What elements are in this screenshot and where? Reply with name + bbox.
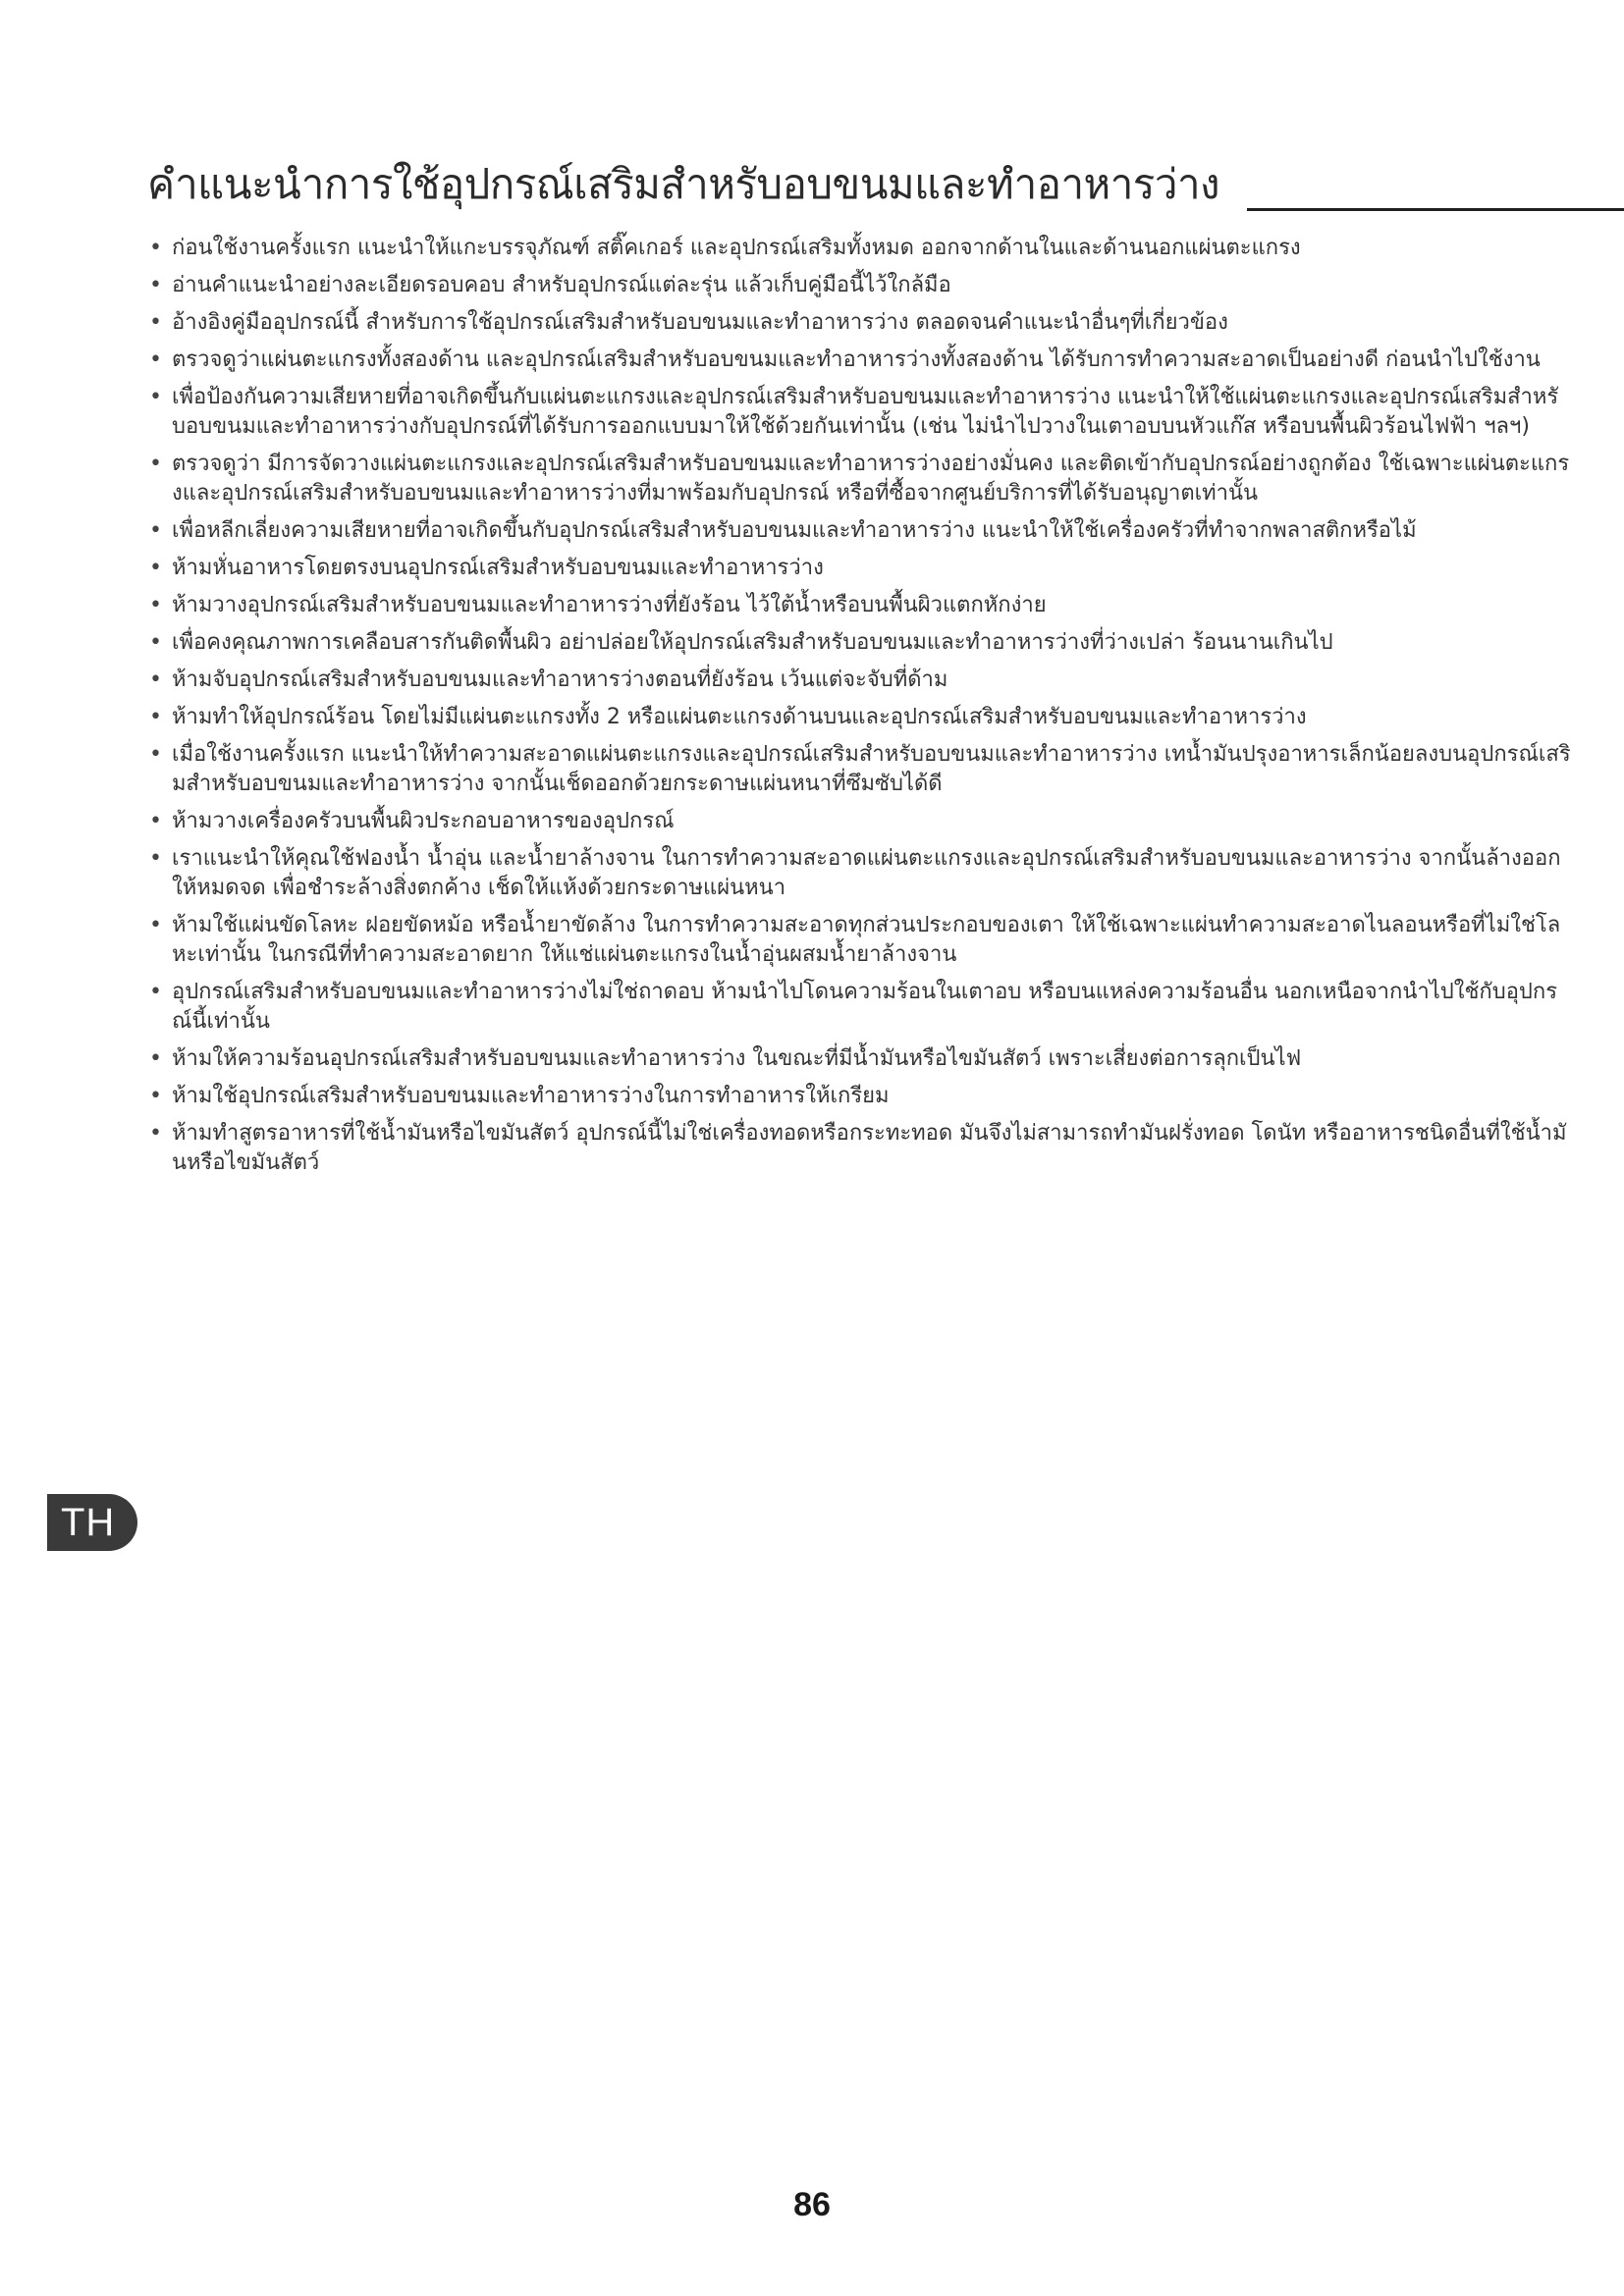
title-block	[147, 155, 1502, 224]
page-number: 86	[793, 2186, 831, 2223]
language-tab	[47, 1494, 137, 1551]
bullet-marker: •	[149, 310, 162, 335]
page-title: คำแนะนำการใช้อุปกรณ์เสริมสำหรับอบขนมและทำอาหารว่าง	[147, 160, 1220, 208]
list-item-text: ห้ามทำให้อุปกรณ์ร้อน โดยไม่มีแผ่นตะแกรงทั้ง 2 หรือแผ่นตะแกรงด้านบนและอุปกรณ์เสริมสำหรับอบขนมและทำอาหารว่าง	[172, 705, 1307, 729]
list-item-text: เพื่อคงคุณภาพการเคลือบสารกันติดพื้นผิว อย่าปล่อยให้อุปกรณ์เสริมสำหรับอบขนมและทำอาหารว่างที่ว่างเปล่า ร้อนนานเกินไป	[172, 630, 1333, 655]
list-item	[147, 911, 1571, 970]
list-item	[147, 1082, 1571, 1111]
bullet-marker: •	[149, 809, 162, 833]
bullet-marker: •	[149, 980, 162, 1004]
list-item-text: ตรวจดูว่า มีการจัดวางแผ่นตะแกรงและอุปกรณ์เสริมสำหรับอบขนมและทำอาหารว่างอย่างมั่นคง และติดเข้ากับอุปกรณ์อย่างถูกต้อง ใช้เฉพาะแผ่นตะแกรงและอุปกรณ์เสริมสำหรับอบขนมและทำอาหารว่างที่มาพร้อมกับอุปกรณ์ หรือที่ซื้อจากศูนย์บริการที่ได้รับอนุญาตเท่านั้น	[172, 452, 1570, 506]
list-item-text: อ้างอิงคู่มืออุปกรณ์นี้ สำหรับการใช้อุปกรณ์เสริมสำหรับอบขนมและทำอาหารว่าง ตลอดจนคำแนะนำอื่นๆที่เกี่ยวข้อง	[172, 310, 1228, 335]
list-item-text: ห้ามจับอุปกรณ์เสริมสำหรับอบขนมและทำอาหารว่างตอนที่ยังร้อน เว้นแต่จะจับที่ด้าม	[172, 667, 948, 692]
list-item	[147, 978, 1571, 1037]
list-item-text: อุปกรณ์เสริมสำหรับอบขนมและทำอาหารว่างไม่ใช่ถาดอบ ห้ามนำไปโดนความร้อนในเตาอบ หรือบนแหล่งความร้อนอื่น นอกเหนือจากนำไปใช้กับอุปกรณ์นี้เท่านั้น	[172, 980, 1558, 1034]
bullet-marker: •	[149, 385, 162, 409]
bullet-marker: •	[149, 556, 162, 580]
bullet-marker: •	[149, 913, 162, 937]
list-item-text: ตรวจดูว่าแผ่นตะแกรงทั้งสองด้าน และอุปกรณ์เสริมสำหรับอบขนมและทำอาหารว่างทั้งสองด้าน ได้รับการทำความสะอาดเป็นอย่างดี ก่อนนำไปใช้งาน	[172, 347, 1541, 372]
list-item-text: ห้ามวางเครื่องครัวบนพื้นผิวประกอบอาหารของอุปกรณ์	[172, 809, 675, 833]
list-item	[147, 308, 1571, 338]
list-item	[147, 628, 1571, 658]
list-item-text: ห้ามใช้อุปกรณ์เสริมสำหรับอบขนมและทำอาหารว่างในการทำอาหารให้เกรียม	[172, 1084, 890, 1108]
bullet-marker: •	[149, 846, 162, 871]
bullet-marker: •	[149, 593, 162, 617]
bullet-marker: •	[149, 742, 162, 767]
list-item-text: เมื่อใช้งานครั้งแรก แนะนำให้ทำความสะอาดแผ่นตะแกรงและอุปกรณ์เสริมสำหรับอบขนมและทำอาหารว่าง เทน้ำมันปรุงอาหารเล็กน้อยลงบนอุปกรณ์เสริมสำหรับอบขนมและทำอาหารว่าง จากนั้นเช็ดออกด้วยกระดาษแผ่นหนาที่ซึมซับได้ดี	[172, 742, 1571, 796]
list-item-text: ห้ามทำสูตรอาหารที่ใช้น้ำมันหรือไขมันสัตว์ อุปกรณ์นี้ไม่ใช่เครื่องทอดหรือกระทะทอด มันจึงไม่สามารถทำมันฝรั่งทอด โดนัท หรืออาหารชนิดอื่นที่ใช้น้ำมันหรือไขมันสัตว์	[172, 1121, 1567, 1175]
list-item-text: ห้ามให้ความร้อนอุปกรณ์เสริมสำหรับอบขนมและทำอาหารว่าง ในขณะที่มีน้ำมันหรือไขมันสัตว์ เพราะเสี่ยงต่อการลุกเป็นไฟ	[172, 1046, 1302, 1071]
bullet-marker: •	[149, 273, 162, 297]
bullet-marker: •	[149, 705, 162, 729]
bullet-marker: •	[149, 1046, 162, 1071]
list-item	[147, 346, 1571, 375]
list-item	[147, 271, 1571, 300]
list-item	[147, 666, 1571, 695]
list-item-text: ห้ามใช้แผ่นขัดโลหะ ฝอยขัดหม้อ หรือน้ำยาขัดล้าง ในการทำความสะอาดทุกส่วนประกอบของเตา ให้ใช้เฉพาะแผ่นทำความสะอาดไนลอนหรือที่ไม่ใช่โลหะเท่านั้น ในกรณีที่ทำความสะอาดยาก ให้แช่แผ่นตะแกรงในน้ำอุ่นผสมน้ำยาล้างจาน	[172, 913, 1561, 967]
list-item-text: เราแนะนำให้คุณใช้ฟองน้ำ น้ำอุ่น และน้ำยาล้างจาน ในการทำความสะอาดแผ่นตะแกรงและอุปกรณ์เสริมสำหรับอบขนมและอาหารว่าง จากนั้นล้างออกให้หมดจด เพื่อชำระล้างสิ่งตกค้าง เช็ดให้แห้งด้วยกระดาษแผ่นหนา	[172, 846, 1561, 900]
bullet-marker: •	[149, 667, 162, 692]
list-item	[147, 1119, 1571, 1178]
bullet-marker: •	[149, 452, 162, 476]
list-item	[147, 703, 1571, 732]
bullet-marker: •	[149, 518, 162, 543]
list-item-text: เพื่อป้องกันความเสียหายที่อาจเกิดขึ้นกับแผ่นตะแกรงและอุปกรณ์เสริมสำหรับอบขนมและทำอาหารว่าง แนะนำให้ใช้แผ่นตะแกรงและอุปกรณ์เสริมสำหรับอบขนมและทำอาหารว่างกับอุปกรณ์ที่ได้รับการออกแบบมาให้ใช้ด้วยกันเท่านั้น (เช่น ไม่นำไปวางในเตาอบบนหัวแก๊ส หรือบนพื้นผิวร้อนไฟฟ้า ฯลฯ)	[172, 385, 1559, 439]
list-item	[147, 1044, 1571, 1074]
list-item-text: ห้ามหั่นอาหารโดยตรงบนอุปกรณ์เสริมสำหรับอบขนมและทำอาหารว่าง	[172, 556, 824, 580]
list-item	[147, 844, 1571, 903]
list-item-text: เพื่อหลีกเลี่ยงความเสียหายที่อาจเกิดขึ้นกับอุปกรณ์เสริมสำหรับอบขนมและทำอาหารว่าง แนะนำให้ใช้เครื่องครัวที่ทำจากพลาสติกหรือไม้	[172, 518, 1417, 543]
list-item	[147, 383, 1571, 442]
list-item	[147, 807, 1571, 836]
list-item	[147, 554, 1571, 583]
list-item	[147, 234, 1571, 263]
list-item-text: ก่อนใช้งานครั้งแรก แนะนำให้แกะบรรจุภัณฑ์ สติ๊คเกอร์ และอุปกรณ์เสริมทั้งหมด ออกจากด้านในและด้านนอกแผ่นตะแกรง	[172, 236, 1301, 260]
bullet-marker: •	[149, 1084, 162, 1108]
list-item	[147, 450, 1571, 508]
bullet-marker: •	[149, 236, 162, 260]
language-tab-label: TH	[61, 1501, 116, 1544]
list-item	[147, 740, 1571, 799]
list-item	[147, 591, 1571, 620]
list-item	[147, 516, 1571, 546]
list-item-text: ห้ามวางอุปกรณ์เสริมสำหรับอบขนมและทำอาหารว่างที่ยังร้อน ไว้ใต้น้ำหรือบนพื้นผิวแตกหักง่าย	[172, 593, 1047, 617]
title-underline	[1247, 208, 1624, 211]
bullet-marker: •	[149, 1121, 162, 1146]
bullet-marker: •	[149, 630, 162, 655]
instruction-list	[147, 234, 1571, 1186]
list-item-text: อ่านคำแนะนำอย่างละเอียดรอบคอบ สำหรับอุปกรณ์แต่ละรุ่น แล้วเก็บคู่มือนี้ไว้ใกล้มือ	[172, 273, 951, 297]
bullet-marker: •	[149, 347, 162, 372]
